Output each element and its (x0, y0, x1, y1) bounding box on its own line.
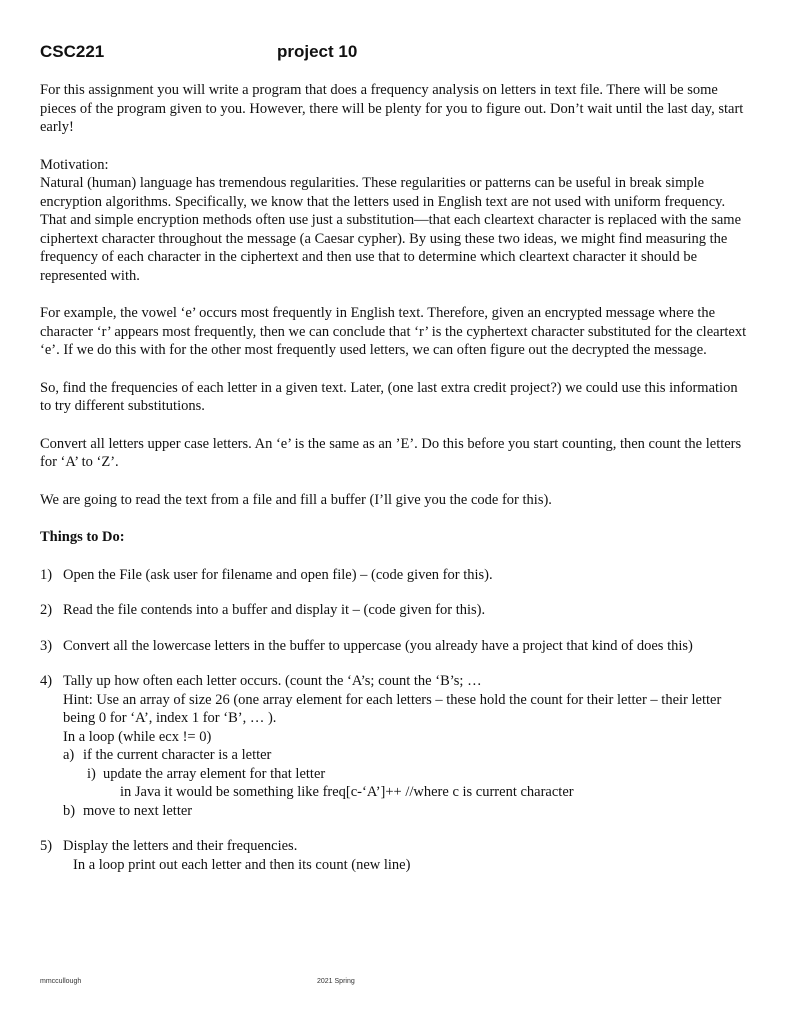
substep-i-text: update the array element for that letter (103, 765, 326, 782)
step-number: 4) (40, 673, 53, 689)
step-3 (40, 637, 752, 656)
substep-a (63, 746, 752, 765)
course-code: CSC221 (40, 42, 105, 61)
step-number: 3) (40, 637, 53, 654)
project-title: project 10 (277, 42, 358, 61)
example-paragraph: For example, the vowel ‘e’ occurs most frequently in English text. Therefore, given an encrypted message where the character ‘r’ appears most frequently, then we can conclude that ‘r’ is the cyphertext character substituted for the cleartext ‘e’. If we do this with for the other most frequently used letters, we can often figure out the decrypted the message. (40, 305, 747, 358)
substep-b-label: b) (63, 802, 76, 819)
step-text: Read the file contends into a buffer and display it – (code given for this). (63, 602, 486, 618)
substep-i-label: i) (87, 765, 96, 782)
step-text: Display the letters and their frequencies. (63, 838, 298, 854)
read-paragraph: We are going to read the text from a file and fill a buffer (I’ll give you the code for this). (40, 491, 552, 508)
step-number: 1) (40, 566, 53, 583)
footer-term: 2021 Spring (317, 978, 355, 985)
step-number: 2) (40, 602, 53, 618)
motivation-paragraph: Natural (human) language has tremendous regularities. These regularities or patterns can be useful in break simple encryption algorithms. Specifically, we know that the letters used in English text are not used with uniform frequency. That and simple encryption methods often use just a substitution—that each cleartext character is replaced with the same ciphertext character throughout the message (a Caesar cypher). By using these two ideas, we might find measuring the frequency of each character in the ciphertext and then use that to determine which cleartext character it should be represented with. (40, 175, 742, 284)
steps-list (40, 566, 752, 875)
substep-a-text: if the current character is a letter (83, 747, 272, 763)
substep-b (63, 802, 752, 821)
substep-a-label: a) (63, 747, 75, 763)
step-text: Convert all the lowercase letters in the buffer to uppercase (you already have a project that kind of does this) (63, 637, 693, 654)
step-4 (40, 672, 752, 820)
step-2 (40, 601, 752, 620)
step-5 (40, 837, 752, 874)
footer-author: mmccullough (40, 978, 82, 985)
step-text: Open the File (ask user for filename and open file) – (code given for this). (63, 566, 493, 583)
frequencies-paragraph: So, find the frequencies of each letter in a given text. Later, (one last extra credit project?) we could use this information to try different substitutions. (40, 379, 738, 414)
step-number: 5) (40, 838, 53, 854)
step-1 (40, 566, 752, 585)
document-body (40, 81, 752, 891)
step-loop: In a loop (while ecx != 0) (63, 728, 212, 745)
things-to-do-heading: Things to Do: (40, 529, 125, 545)
convert-paragraph: Convert all letters upper case letters. An ‘e’ is the same as an ’E’. Do this before you start counting, then count the letters for ‘A’ to ‘Z’. (40, 435, 742, 470)
substep-i (63, 765, 752, 784)
motivation-label: Motivation: (40, 156, 109, 173)
substep-b-text: move to next letter (83, 802, 193, 819)
step-detail: In a loop print out each letter and then its count (new line) (73, 856, 411, 873)
step-hint: Hint: Use an array of size 26 (one array element for each letters – these hold the count for their letter – their letter being 0 for ‘A’, index 1 for ‘B’, … ). (63, 691, 722, 726)
intro-paragraph: For this assignment you will write a program that does a frequency analysis on letters in text file. There will be some pieces of the program given to you. However, there will be plenty for you to figure out. Don’t wait until the last day, start early! (40, 82, 744, 135)
step-text: Tally up how often each letter occurs. (count the ‘A’s; count the ‘B’s; … (63, 673, 482, 689)
java-example: in Java it would be something like freq[c-‘A’]++ //where c is current character (120, 784, 574, 800)
